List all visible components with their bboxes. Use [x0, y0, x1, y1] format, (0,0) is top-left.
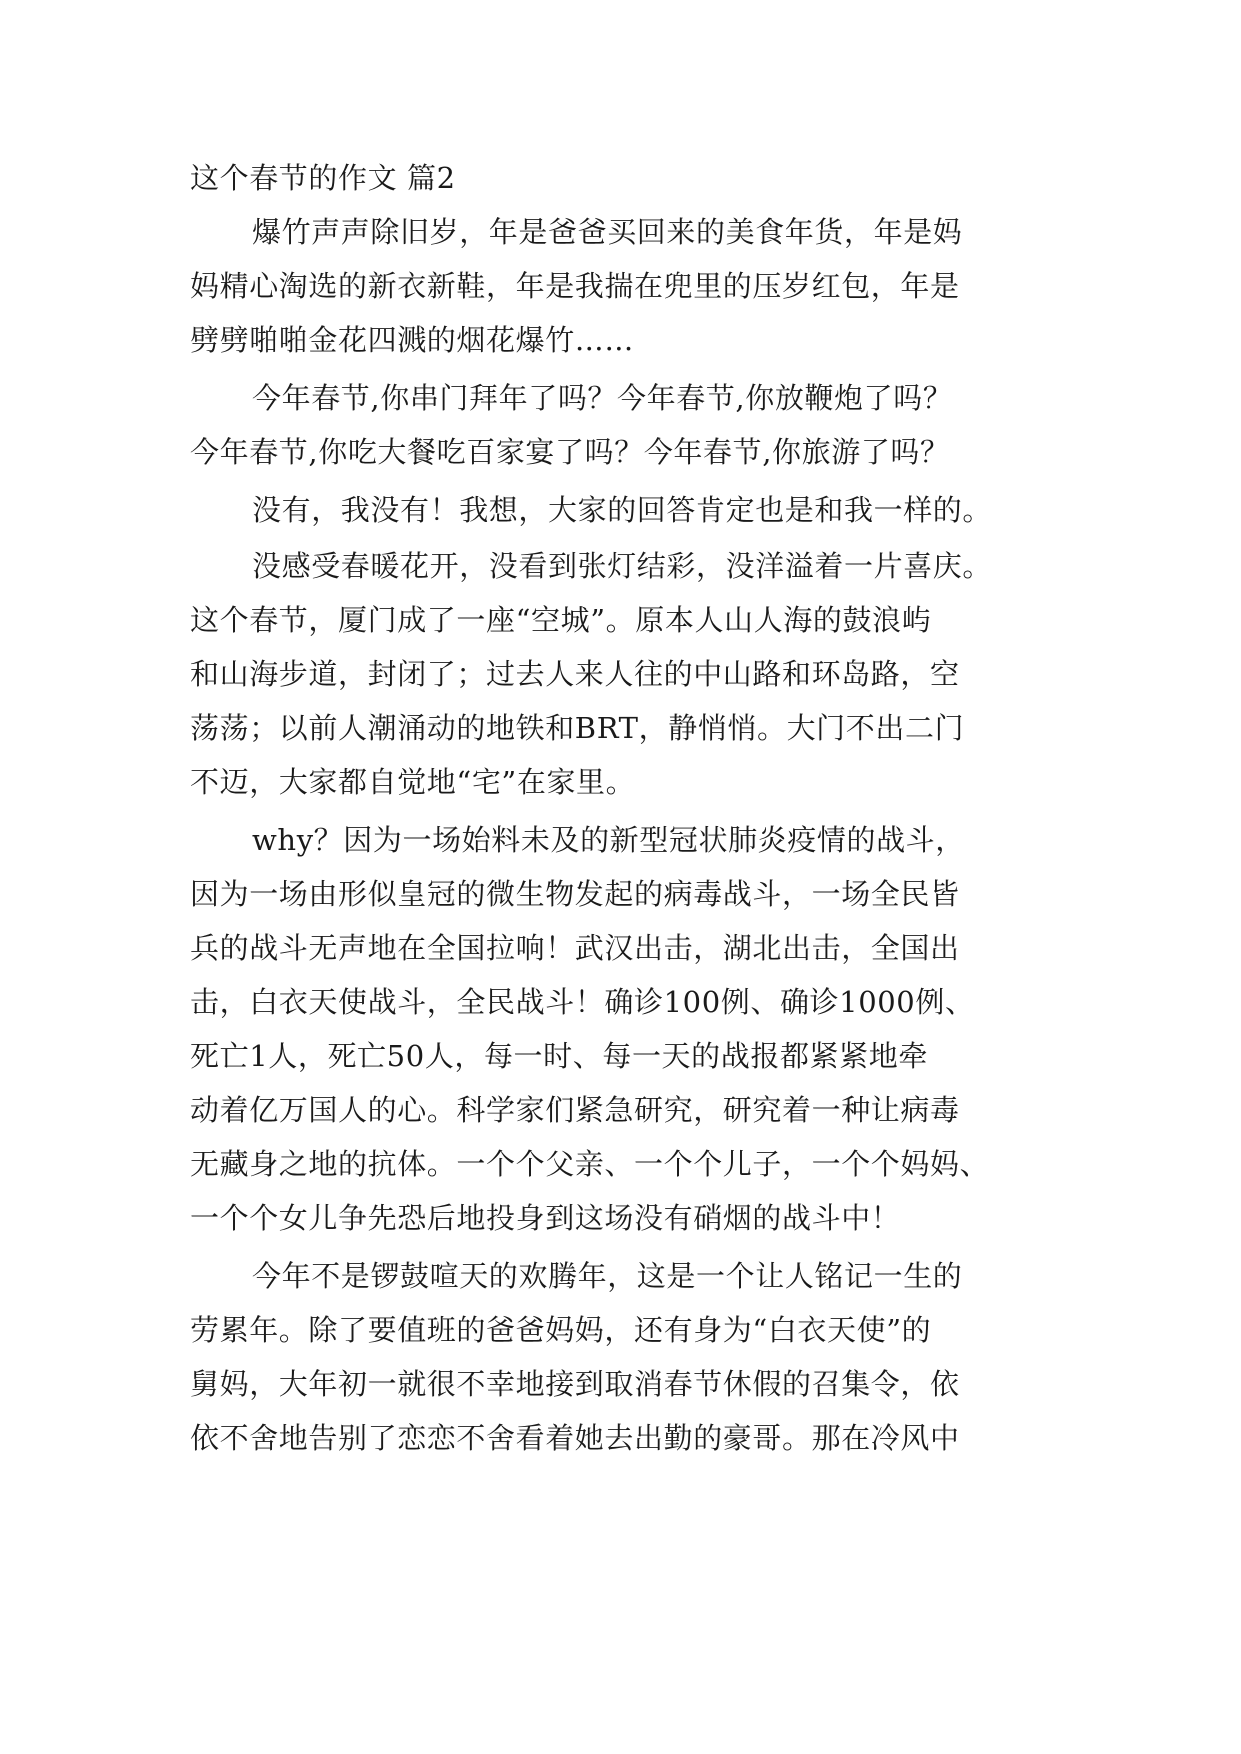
paragraph-line: 兵的战斗无声地在全国拉响！武汉出击，湖北出击，全国出	[190, 931, 960, 965]
paragraph-line: 死亡1人，死亡50人，每一时、每一天的战报都紧紧地牵	[190, 1039, 928, 1073]
paragraph-line: why？因为一场始料未及的新型冠状肺炎疫情的战斗，	[252, 823, 965, 857]
paragraph-line: 没有，我没有！我想，大家的回答肯定也是和我一样的。	[252, 493, 993, 527]
paragraph-line: 一个个女儿争先恐后地投身到这场没有硝烟的战斗中！	[190, 1201, 901, 1235]
paragraph-line: 荡荡；以前人潮涌动的地铁和BRT，静悄悄。大门不出二门	[190, 711, 965, 745]
paragraph-line: 爆竹声声除旧岁，年是爸爸买回来的美食年货，年是妈	[252, 215, 963, 249]
paragraph-line: 劈劈啪啪金花四溅的烟花爆竹……	[190, 323, 635, 357]
paragraph-line: 动着亿万国人的心。科学家们紧急研究，研究着一种让病毒	[190, 1093, 960, 1127]
paragraph-line: 没感受春暖花开，没看到张灯结彩，没洋溢着一片喜庆。	[252, 549, 993, 583]
paragraph-line: 今年春节,你串门拜年了吗？今年春节,你放鞭炮了吗？	[252, 381, 953, 415]
paragraph-line: 妈精心淘选的新衣新鞋，年是我揣在兜里的压岁红包，年是	[190, 269, 960, 303]
paragraph-line: 因为一场由形似皇冠的微生物发起的病毒战斗，一场全民皆	[190, 877, 960, 911]
paragraph-line: 和山海步道，封闭了；过去人来人往的中山路和环岛路，空	[190, 657, 960, 691]
paragraph-line: 无藏身之地的抗体。一个个父亲、一个个儿子，一个个妈妈、	[190, 1147, 990, 1181]
paragraph-line: 不迈，大家都自觉地“宅”在家里。	[190, 765, 636, 799]
section-heading: 这个春节的作文 篇2	[190, 161, 456, 195]
paragraph-line: 舅妈，大年初一就很不幸地接到取消春节休假的召集令，依	[190, 1367, 960, 1401]
paragraph-line: 今年春节,你吃大餐吃百家宴了吗？今年春节,你旅游了吗？	[190, 435, 950, 469]
paragraph-line: 这个春节，厦门成了一座“空城”。原本人山人海的鼓浪屿	[190, 603, 932, 637]
paragraph-line: 今年不是锣鼓喧天的欢腾年，这是一个让人铭记一生的	[252, 1259, 963, 1293]
paragraph-line: 依不舍地告别了恋恋不舍看着她去出勤的豪哥。那在冷风中	[190, 1421, 960, 1455]
paragraph-line: 劳累年。除了要值班的爸爸妈妈，还有身为“白衣天使”的	[190, 1313, 932, 1347]
paragraph-line: 击，白衣天使战斗，全民战斗！确诊100例、确诊1000例、	[190, 985, 975, 1019]
